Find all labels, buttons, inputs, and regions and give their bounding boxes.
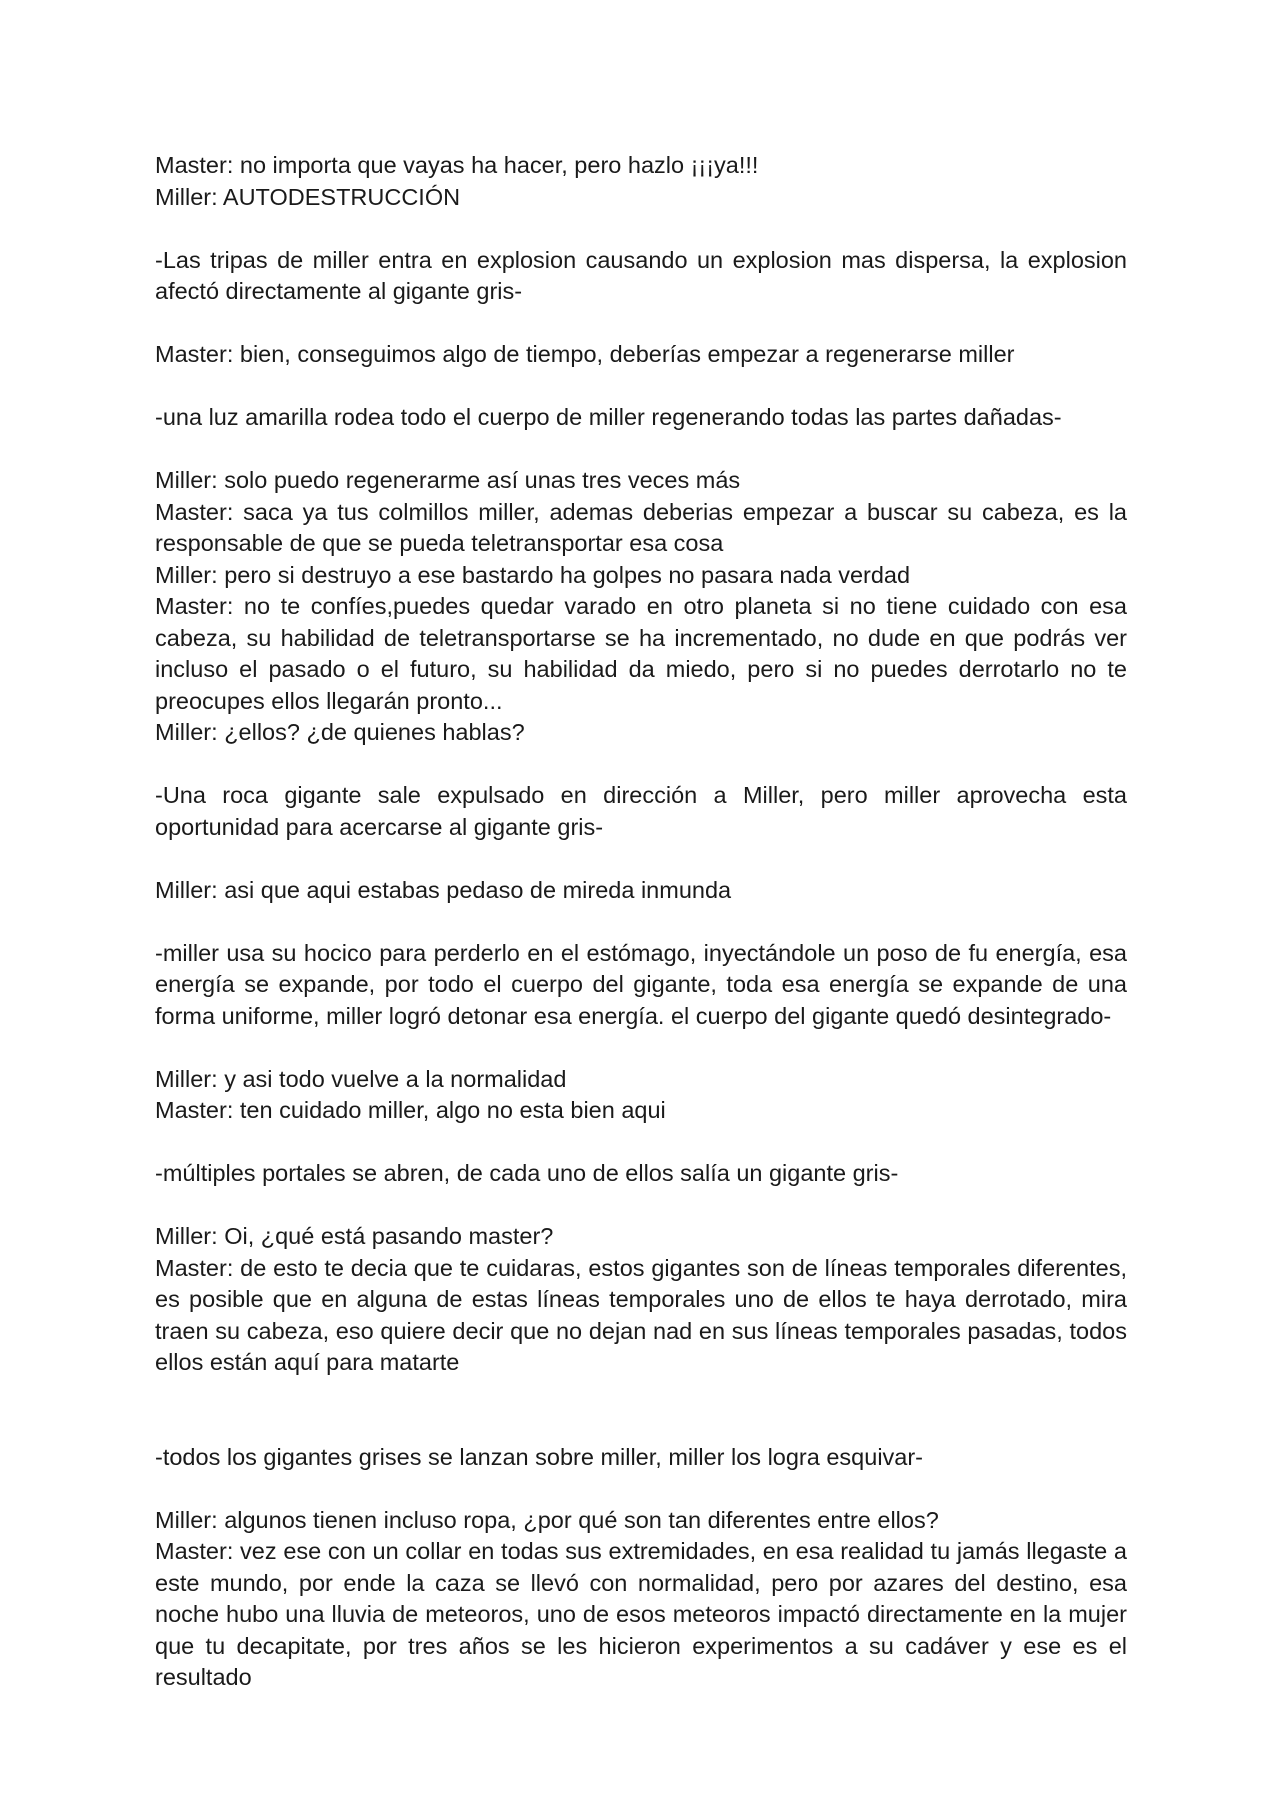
dialogue-line: Miller: y asi todo vuelve a la normalidad	[155, 1065, 567, 1092]
dialogue-line: Miller: pero si destruyo a ese bastardo ha golpes no pasara nada verdad	[155, 561, 911, 588]
dialogue-line: Master: de esto te decia que te cuidaras, estos gigantes son de líneas temporales diferentes, es posible que en alguna de estas líneas temporales uno de ellos te haya derrotado, mira traen su cabeza, eso quiere decir que no dejan nad en sus líneas temporales pasadas, todos ellos están aquí para matarte	[155, 1254, 1127, 1375]
document-body	[155, 150, 1127, 1694]
paragraph-gap	[155, 1190, 1127, 1222]
dialogue-line: Miller: solo puedo regenerarme así unas tres veces más	[155, 467, 741, 493]
dialogue-line: Master: vez ese con un collar en todas sus extremidades, en esa realidad tu jamás llegaste a este mundo, por ende la caza se llevó con normalidad, pero por azares del destino, esa noche hubo una lluvia de meteoros, uno de esos meteoros impactó directamente en la mujer que tu decapitate, por tres años se les hicieron experimentos a su cadáver y ese es el resultado	[155, 1538, 1127, 1690]
paragraph-gap	[155, 906, 1127, 938]
dialogue-line: Master: saca ya tus colmillos miller, ademas deberias empezar a buscar su cabeza, es la responsable de que se pueda teletransportar esa cosa	[155, 498, 1127, 556]
paragraph-gap	[155, 1379, 1127, 1442]
dialogue-line: Master: no te confíes,puedes quedar varado en otro planeta si no tiene cuidado con esa cabeza, su habilidad de teletransportarse se ha incrementado, no dude en que podrás ver incluso el pasado o el futuro, su habilidad da miedo, pero si no puedes derrotarlo no te preocupes ellos llegarán pronto...	[155, 593, 1127, 714]
paragraph-gap	[155, 749, 1127, 781]
dialogue-line: Miller: AUTODESTRUCCIÓN	[155, 183, 461, 210]
paragraph-gap	[155, 1032, 1127, 1064]
narration-paragraph: -todos los gigantes grises se lanzan sobre miller, miller los logra esquivar-	[155, 1443, 924, 1470]
dialogue-line: Miller: algunos tienen incluso ropa, ¿por qué son tan diferentes entre ellos?	[155, 1506, 939, 1533]
narration-paragraph: -múltiples portales se abren, de cada uno de ellos salía un gigante gris-	[155, 1160, 899, 1186]
narration-paragraph: -miller usa su hocico para perderlo en el estómago, inyectándole un poso de fu energía, esa energía se expande, por todo el cuerpo del gigante, toda esa energía se expande de una forma uniforme, miller logró detonar esa energía. el cuerpo del gigante quedó desintegrado-	[155, 939, 1127, 1029]
dialogue-line: Master: ten cuidado miller, algo no esta bien aqui	[155, 1097, 666, 1123]
dialogue-line: Miller: ¿ellos? ¿de quienes hablas?	[155, 719, 525, 745]
paragraph-gap	[155, 843, 1127, 875]
narration-paragraph: -Las tripas de miller entra en explosion causando un explosion mas dispersa, la explosion afectó directamente al gigante gris-	[155, 246, 1127, 304]
paragraph-gap	[155, 1473, 1127, 1505]
narration-paragraph: -Una roca gigante sale expulsado en dirección a Miller, pero miller aprovecha esta oportunidad para acercarse al gigante gris-	[155, 782, 1127, 840]
dialogue-line: Miller: asi que aqui estabas pedaso de mireda inmunda	[155, 876, 732, 903]
dialogue-line: Master: bien, conseguimos algo de tiempo, deberías empezar a regenerarse miller	[155, 341, 1015, 367]
narration-paragraph: -una luz amarilla rodea todo el cuerpo de miller regenerando todas las partes dañadas-	[155, 404, 1062, 430]
dialogue-line: Miller: Oi, ¿qué está pasando master?	[155, 1223, 554, 1249]
paragraph-gap	[155, 213, 1127, 245]
paragraph-gap	[155, 1127, 1127, 1159]
paragraph-gap	[155, 371, 1127, 403]
paragraph-gap	[155, 308, 1127, 340]
paragraph-gap	[155, 434, 1127, 466]
dialogue-line: Master: no importa que vayas ha hacer, pero hazlo ¡¡¡ya!!!	[155, 152, 759, 178]
